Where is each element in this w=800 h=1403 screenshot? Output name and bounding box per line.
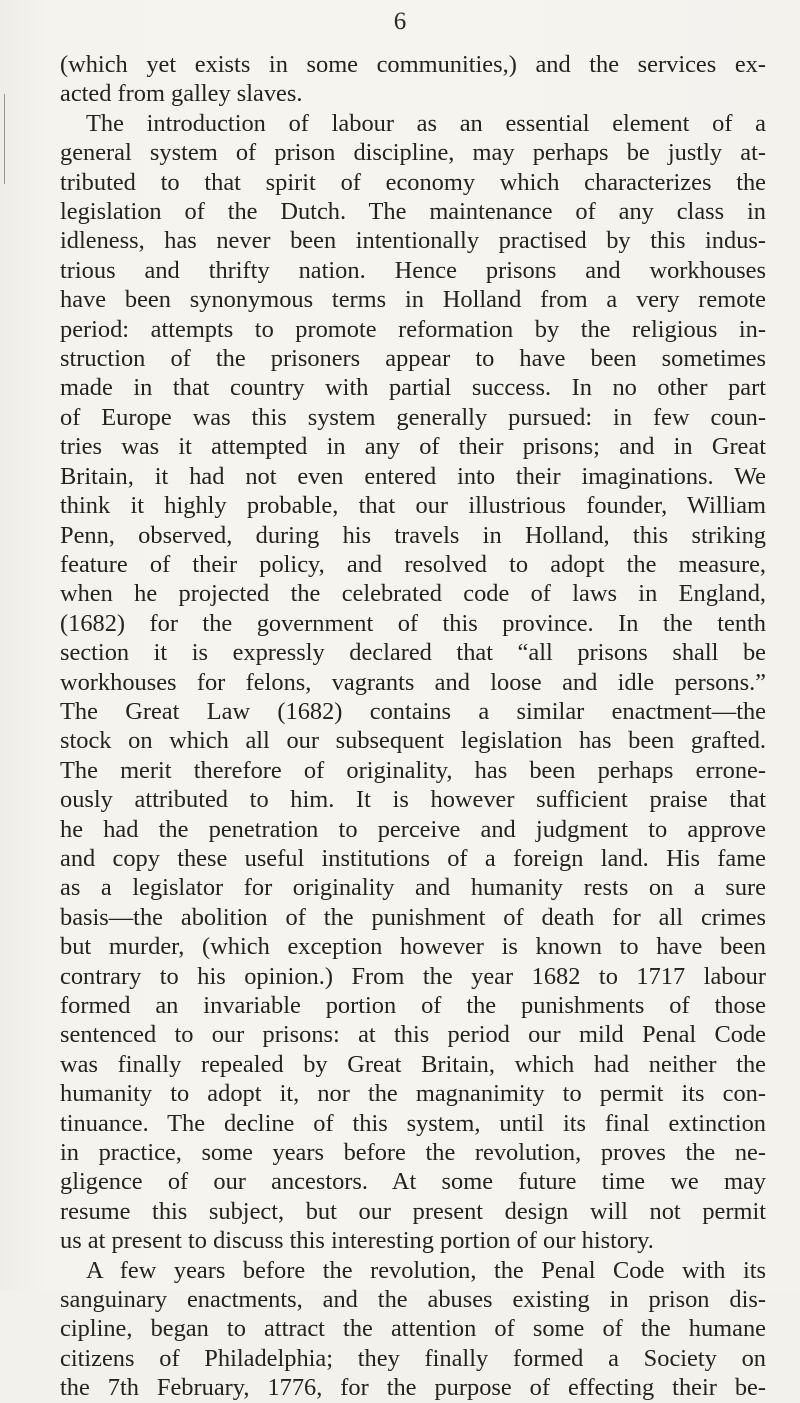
text-line: A few years before the revolution, the Penal Code with its xyxy=(86,1256,766,1284)
text-line: humanity to adopt it, nor the magnanimity to permit its con- xyxy=(60,1080,766,1108)
text-line: (1682) for the government of this province. In the tenth xyxy=(60,609,766,637)
text-line: sanguinary enactments, and the abuses existing in prison dis- xyxy=(60,1286,766,1314)
text-line: idleness, has never been intentionally practised by this indus- xyxy=(60,227,766,255)
text-line: feature of their policy, and resolved to adopt the measure, xyxy=(60,550,766,578)
text-line: of Europe was this system generally pursued: in few coun- xyxy=(60,403,766,431)
text-line: sentenced to our prisons: at this period our mild Penal Code xyxy=(60,1021,766,1049)
text-line: workhouses for felons, vagrants and loose and idle persons.” xyxy=(60,668,766,696)
text-line: as a legislator for originality and humanity rests on a sure xyxy=(60,874,766,902)
text-line: the 7th February, 1776, for the purpose of effecting their be- xyxy=(60,1374,766,1402)
text-line: resume this subject, but our present design will not permit xyxy=(60,1197,766,1225)
text-line: cipline, began to attract the attention of some of the humane xyxy=(60,1315,766,1343)
text-line: (which yet exists in some communities,) and the services ex- xyxy=(60,51,766,78)
text-line: stock on which all our subsequent legislation has been grafted. xyxy=(60,727,766,755)
body-text xyxy=(60,50,766,1403)
text-line: have been synonymous terms in Holland from a very remote xyxy=(60,286,766,314)
text-line: The merit therefore of originality, has been perhaps errone- xyxy=(60,756,766,784)
text-line: basis—the abolition of the punishment of death for all crimes xyxy=(60,903,766,931)
text-line: legislation of the Dutch. The maintenance of any class in xyxy=(60,198,766,226)
text-line: acted from galley slaves. xyxy=(60,80,303,108)
text-line: section it is expressly declared that “all prisons shall be xyxy=(60,639,766,667)
text-line: gligence of our ancestors. At some future time we may xyxy=(60,1168,766,1196)
text-line: The introduction of labour as an essential element of a xyxy=(86,109,766,137)
text-line: Penn, observed, during his travels in Holland, this striking xyxy=(60,521,766,549)
text-line: Britain, it had not even entered into their imaginations. We xyxy=(60,462,766,490)
text-line: citizens of Philadelphia; they finally formed a Society on xyxy=(60,1344,766,1372)
text-line: tinuance. The decline of this system, until its final extinction xyxy=(60,1109,766,1137)
text-line: think it highly probable, that our illustrious founder, William xyxy=(60,492,766,520)
page-number: 6 xyxy=(393,8,407,35)
text-line: tries was it attempted in any of their prisons; and in Great xyxy=(60,433,766,461)
text-line: and copy these useful institutions of a foreign land. His fame xyxy=(60,844,766,872)
text-line: contrary to his opinion.) From the year 1682 to 1717 labour xyxy=(60,962,766,990)
margin-mark xyxy=(4,94,5,184)
text-line: us at present to discuss this interesting portion of our history. xyxy=(60,1227,654,1255)
text-line: made in that country with partial success. In no other part xyxy=(60,374,766,402)
text-line: was finally repealed by Great Britain, which had neither the xyxy=(60,1050,766,1078)
text-line: trious and thrifty nation. Hence prisons and workhouses xyxy=(60,256,766,284)
text-line: period: attempts to promote reformation by the religious in- xyxy=(60,315,766,343)
text-line: he had the penetration to perceive and judgment to approve xyxy=(60,815,766,843)
text-line: when he projected the celebrated code of laws in England, xyxy=(60,580,766,608)
text-line: ously attributed to him. It is however sufficient praise that xyxy=(60,786,766,814)
text-line: formed an invariable portion of the punishments of those xyxy=(60,992,766,1019)
text-line: in practice, some years before the revolution, proves the ne- xyxy=(60,1139,766,1167)
text-line: tributed to that spirit of economy which characterizes the xyxy=(60,168,766,196)
text-line: but murder, (which exception however is known to have been xyxy=(60,933,766,961)
text-line: The Great Law (1682) contains a similar enactment—the xyxy=(60,697,766,725)
text-line: general system of prison discipline, may perhaps be justly at- xyxy=(60,139,766,167)
text-line: struction of the prisoners appear to have been sometimes xyxy=(60,345,766,373)
